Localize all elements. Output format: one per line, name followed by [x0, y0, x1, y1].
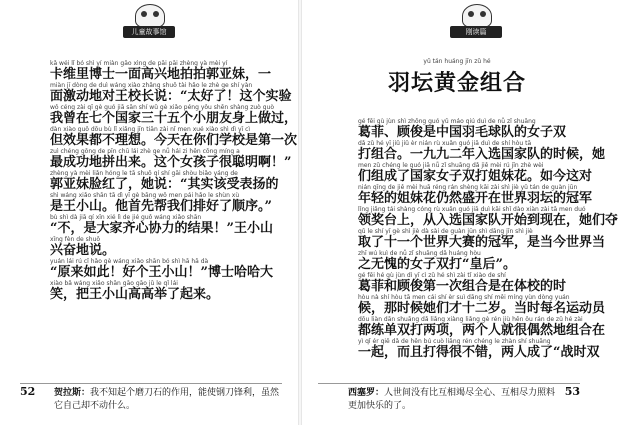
pinyin-annotation: zuì chéng gōng de pīn chū lái zhè ge nǚ hái zi hěn cōng míng a — [50, 148, 240, 155]
pinyin-annotation: xiào bǎ wáng xiǎo shān gāo gāo jǔ le qǐ lái — [50, 280, 178, 287]
story-text — [358, 118, 618, 360]
chinese-text: 卡维里博士一面高兴地拍拍郭亚妹，一 — [50, 67, 272, 82]
text-line — [358, 140, 606, 162]
text-line — [358, 184, 593, 206]
section-badge — [123, 4, 175, 40]
pinyin-annotation: miàn jī dòng de duì wáng xiào zhǎng shuō tài hǎo le zhè ge shí yàn — [50, 82, 253, 89]
section-badge-label: 儿童故事馆 — [123, 26, 175, 38]
text-line — [358, 118, 576, 140]
chinese-text: 之无愧的女子双打“皇后”。 — [358, 257, 516, 272]
text-line — [50, 126, 298, 148]
chinese-text: 郭亚妹脸红了，她说：“其实该受表扬的 — [50, 177, 279, 192]
text-line — [358, 162, 593, 184]
pinyin-annotation: lǐng jiǎng tái shàng cóng rù xuǎn guó jiā duì kāi shǐ dào xiàn zài tā men duó — [358, 206, 586, 213]
footer-quote — [318, 383, 580, 414]
text-line — [358, 272, 576, 294]
pinyin-annotation: gé fēi gù jùn shì zhōng guó yǔ máo qiú duì de nǚ zǐ shuāng — [358, 118, 536, 125]
chinese-text: 面激动地对王校长说：“太好了！这个实验 — [50, 89, 292, 104]
cartoon-mascot-icon — [135, 4, 165, 28]
page-number: 52 — [20, 385, 36, 398]
text-line — [50, 170, 278, 192]
chinese-text: 取了十一个世界大赛的冠军，是当今世界当 — [358, 235, 606, 250]
text-line — [358, 338, 600, 360]
chinese-text: 们组成了国家女子双打姐妹花。如今这对 — [358, 169, 593, 184]
chinese-text: 是王小山。他首先帮我们排好了顺序。” — [50, 199, 272, 214]
pinyin-annotation: nián qīng de jiě mèi huā réng rán shèng kāi zài shì jiè yǔ tán de guàn jūn — [358, 184, 578, 191]
chinese-text: 但效果都不理想。今天在你们学校是第一次 — [50, 133, 298, 148]
text-line — [358, 206, 618, 228]
pinyin-annotation: hòu nà shí hòu tā men cái shí èr suì dāng shí měi míng yùn dòng yuán — [358, 294, 570, 301]
quote-text: 我不知起个磨刀石的作用，能使钢刀锋利，虽然它自己却不动什么。 — [54, 388, 280, 411]
chinese-text: 候，那时候她们才十二岁。当时每名运动员 — [358, 301, 606, 316]
title-pinyin: yǔ tán huáng jīn zǔ hé — [423, 58, 491, 65]
left-page — [0, 0, 300, 425]
chinese-text: 都练单双打两项，两个人就很偶然地组合在 — [358, 323, 606, 338]
chinese-text: 兴奋地说。 — [50, 243, 116, 258]
pinyin-annotation: zhèng yà mèi liǎn hóng le tā shuō qí shí gāi shòu biǎo yáng de — [50, 170, 238, 177]
footer-quote — [20, 383, 282, 414]
chinese-text: 领奖台上，从入选国家队开始到现在，她们夺 — [358, 213, 618, 228]
text-line — [50, 60, 278, 82]
text-line — [50, 82, 292, 104]
pinyin-annotation: shì wáng xiǎo shān tā dì yī gè bāng wǒ men pái hǎo le shùn xù — [50, 192, 240, 199]
text-line — [50, 258, 278, 280]
pinyin-annotation: yì qǐ ér qiě dǎ de hěn bú cuò liǎng rén chéng le zhàn shí shuāng — [358, 338, 551, 345]
cartoon-mascot-icon — [462, 4, 492, 28]
section-badge-label: 刚读篇 — [450, 26, 502, 38]
pinyin-annotation: kǎ wéi lǐ bó shì yí miàn gāo xìng de pāi pāi zhèng yà mèi yí — [50, 60, 228, 67]
pinyin-annotation: zhī wú kuì de nǚ zǐ shuāng dǎ huáng hòu — [358, 250, 481, 257]
chinese-text: 我曾在七个国家三十五个小朋友身上做过， — [50, 111, 298, 126]
text-line — [50, 148, 292, 170]
pinyin-annotation: yuán lái rú cǐ hǎo gè wáng xiǎo shān bó shì hā hā dà — [50, 258, 209, 265]
story-title: 羽坛黄金组合 — [387, 70, 526, 96]
chinese-text: 笑，把王小山高高举了起来。 — [50, 287, 220, 302]
chinese-text: “不，是大家齐心协力的结果！”王小山 — [50, 221, 273, 236]
quote-speaker: 西塞罗： — [348, 388, 385, 398]
pinyin-annotation: gé fēi hé gù jùn dì yī cì zǔ hé shì zài tǐ xiào de shí — [358, 272, 506, 279]
chinese-text: 最成功地拼出来。这个女孩子很聪明啊！” — [50, 155, 292, 170]
right-page — [300, 0, 618, 425]
pinyin-annotation: xīng fèn de shuō — [50, 236, 101, 243]
chinese-text: 葛菲和顾俊第一次组合是在体校的时 — [358, 279, 567, 294]
quote-speaker: 贺拉斯： — [54, 388, 91, 398]
page-number: 53 — [564, 385, 580, 398]
chinese-text: 一起，而且打得很不错，两人成了“战时双 — [358, 345, 600, 360]
pinyin-annotation: dōu liàn dān shuāng dǎ liǎng xiàng liǎng gè rén jiù hěn ǒu rán de zǔ hé zài — [358, 316, 583, 323]
chinese-text: 葛菲、顾俊是中国羽毛球队的女子双 — [358, 125, 567, 140]
text-line — [358, 316, 606, 338]
text-line — [50, 236, 278, 258]
pinyin-annotation: wǒ céng zài qī gè guó jiā sān shí wǔ gè xiǎo péng yǒu shēn shàng zuò guò — [50, 104, 275, 111]
quote-text: 人世间没有比互相竭尽全心、互相尽力照料更加快乐的了。 — [348, 388, 556, 411]
pinyin-annotation: dàn xiào guǒ dōu bù lǐ xiǎng jīn tiān zài nǐ men xué xiào shì dì yī cì — [50, 126, 251, 133]
text-line — [358, 294, 606, 316]
text-line — [50, 280, 278, 302]
chinese-text: “原来如此！好个王小山！”博士哈哈大 — [50, 265, 273, 280]
text-line — [358, 250, 576, 272]
pinyin-annotation: men zǔ chéng le guó jiā nǚ zǐ shuāng dǎ jiě mèi rú jīn zhè wèi — [358, 162, 544, 169]
chinese-text: 打组合。一九九二年入选国家队的时候，她 — [358, 147, 606, 162]
text-line — [50, 104, 298, 126]
chinese-text: 年轻的姐妹花仍然盛开在世界羽坛的冠军 — [358, 191, 593, 206]
section-badge — [450, 4, 502, 40]
pinyin-annotation: dǎ zǔ hé yī jiǔ jiǔ èr nián rù xuǎn guó jiā duì de shí hòu tā — [358, 140, 532, 147]
text-line — [358, 228, 606, 250]
text-line — [50, 192, 278, 214]
story-text — [50, 60, 298, 302]
pinyin-annotation: bù shì dà jiā qí xīn xié lì de jié guǒ wáng xiǎo shān — [50, 214, 202, 221]
text-line — [50, 214, 278, 236]
pinyin-annotation: qǔ le shí yī gè shì jiè dà sài de guàn jūn shì dāng jīn shì jiè — [358, 228, 533, 235]
